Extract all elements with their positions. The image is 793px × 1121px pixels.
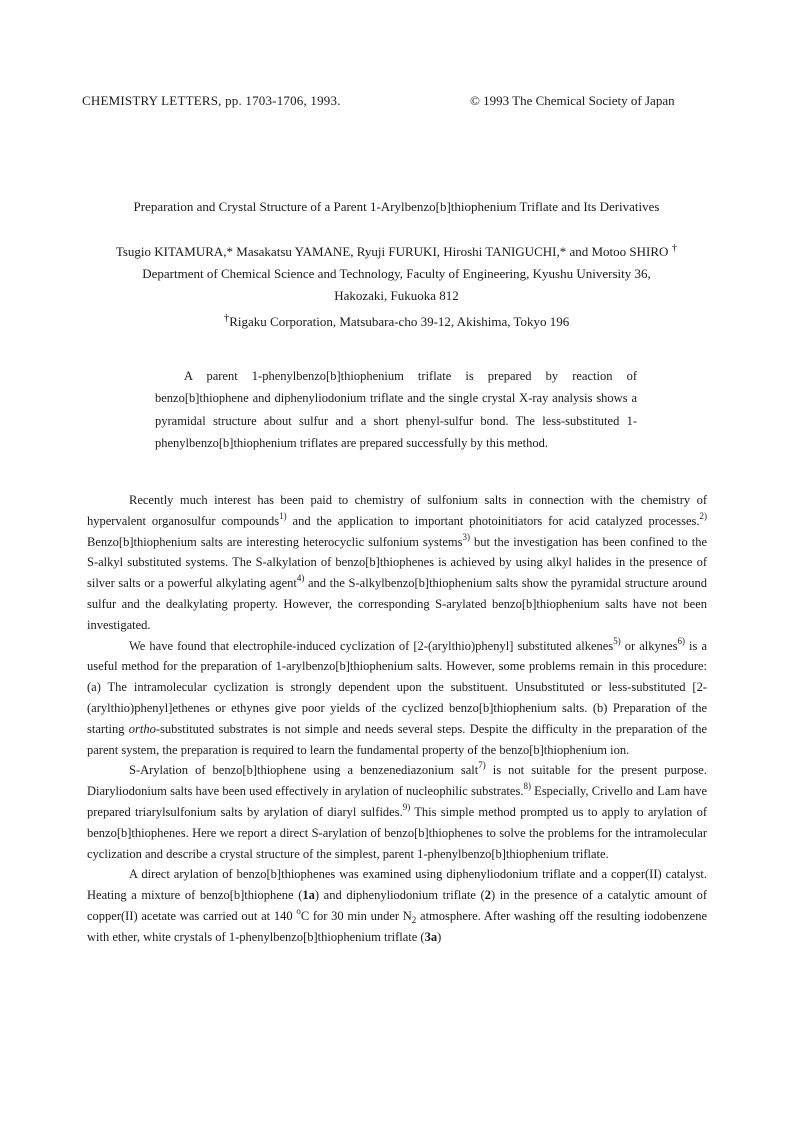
- text-run: We have found that electrophile-induced cyclization of [2-(arylthio)phenyl] substituted alkenes: [129, 638, 614, 653]
- text-run: C for 30 min under N: [300, 908, 412, 923]
- reference-mark: 8): [523, 781, 531, 792]
- author-block: [0, 237, 793, 333]
- text-run: ) and diphenyliodonium triflate (: [314, 888, 485, 903]
- abstract: [155, 365, 637, 454]
- dagger-mark-2: †: [223, 312, 230, 324]
- text-run: -substituted substrates is not simple and needs several steps. Despite the difficulty in the preparation of the parent system, the preparation is required to learn the fundamental property of the benzo[b]thiophenium ion.: [87, 721, 707, 757]
- paragraph-2: [87, 636, 707, 761]
- reference-mark: 9): [402, 801, 411, 812]
- paragraph-1: [87, 490, 707, 636]
- text-run: is a useful method for the preparation of 1-arylbenzo[b]thiophenium salts. However, some problems remain in this procedure: (a) The intramolecular cyclization is strongly dependent upon the substituent. Unsubstituted or less-substituted [2-(arylthio)phenyl]ethenes or ethynes give poor yields of the cyclized benzo[b]thiophenium salts. (b) Preparation of the starting: [87, 638, 708, 736]
- compound-label: 1a: [302, 888, 315, 903]
- text-run: and the application to important photoinitiators for acid catalyzed processes.: [286, 513, 700, 528]
- reference-mark: 5): [613, 635, 621, 646]
- reference-mark: 6): [677, 635, 685, 646]
- text-run: but the investigation has been confined to the S-alkyl substituted systems. The S-alkylation of benzo[b]thiophenes is achieved by using alkyl halides in the presence of silver salts or a powerful alkylating agent: [87, 534, 707, 591]
- text-run: A direct arylation of benzo[b]thiophenes was examined using diphenyliodonium triflate and a copper(II) catalyst. Heating a mixture of benzo[b]thiophene (: [87, 867, 707, 903]
- reference-mark: 7): [478, 760, 486, 771]
- text-run: S-Arylation of benzo[b]thiophene using a benzenediazonium salt: [129, 763, 479, 778]
- reference-mark: 1): [279, 510, 287, 521]
- dagger-mark: †: [671, 242, 678, 254]
- paragraph-3: [87, 760, 707, 864]
- main-body: [87, 490, 707, 948]
- author-line: [0, 237, 793, 263]
- compound-label: 3a: [424, 929, 438, 944]
- paper-title: Preparation and Crystal Structure of a Parent 1-Arylbenzo[b]thiophenium Triflate and Its Derivatives: [133, 199, 660, 214]
- reference-mark: 3): [462, 531, 470, 542]
- affiliation-2: Hakozaki, Fukuoka 812: [334, 288, 459, 303]
- author-names: Tsugio KITAMURA,* Masakatsu YAMANE, Ryuji FURUKI, Hiroshi TANIGUCHI,* and Motoo SHIRO: [115, 244, 669, 259]
- reference-mark: 4): [296, 573, 305, 584]
- compound-label: 2: [484, 888, 491, 903]
- affiliation-1: Department of Chemical Science and Technology, Faculty of Engineering, Kyushu University 36,: [142, 266, 651, 281]
- journal-citation: CHEMISTRY LETTERS, pp. 1703-1706, 1993.: [82, 93, 341, 108]
- italic-term: ortho: [128, 721, 156, 736]
- text-run: and the S-alkylbenzo[b]thiophenium salts show the pyramidal structure around sulfur and the dealkylating property. However, the corresponding S-arylated benzo[b]thiophenium salts have not been investigated.: [87, 576, 708, 632]
- subscript: 2: [411, 914, 417, 925]
- reference-mark: 2): [699, 510, 707, 521]
- paragraph-4: [87, 864, 707, 947]
- text-run: Benzo[b]thiophenium salts are interesting heterocyclic sulfonium systems: [87, 534, 463, 549]
- text-run: or alkynes: [620, 638, 678, 653]
- text-run: is not suitable for the present purpose. Diaryliodonium salts have been used effectively in arylation of nucleophilic substrates.: [87, 763, 707, 799]
- degree-mark: o: [296, 905, 301, 916]
- text-run: Especially, Crivello and Lam have prepared triarylsulfonium salts by arylation of diaryl sulfides.: [87, 784, 707, 819]
- copyright-notice: © 1993 The Chemical Society of Japan: [470, 93, 675, 108]
- text-run: atmosphere. After washing off the resulting iodobenzene with ether, white crystals of 1-phenylbenzo[b]thiophenium triflate (: [87, 908, 707, 944]
- affiliation-3-line: [0, 307, 793, 333]
- text-run: Recently much interest has been paid to chemistry of sulfonium salts in connection with the chemistry of hypervalent organosulfur compounds: [87, 493, 707, 528]
- text-run: ): [437, 929, 442, 944]
- text-run: This simple method prompted us to apply to arylation of benzo[b]thiophenes. Here we report a direct S-arylation of benzo[b]thiophenes to solve the problems for the intramolecular cyclization and describe a crystal structure of the simplest, parent 1-phenylbenzo[b]thiophenium triflate.: [87, 804, 708, 861]
- abstract-text: A parent 1-phenylbenzo[b]thiophenium triflate is prepared by reaction of benzo[b]thiophene and diphenyliodonium triflate and the single crystal X-ray analysis shows a pyramidal structure about sulfur and a short phenyl-sulfur bond. The less-substituted 1-phenylbenzo[b]thiophenium triflates are prepared successfully by this method.: [155, 369, 637, 450]
- affiliation-3: Rigaku Corporation, Matsubara-cho 39-12, Akishima, Tokyo 196: [229, 314, 570, 329]
- text-run: ) in the presence of a catalytic amount of copper(II) acetate was carried out at 140: [87, 888, 707, 923]
